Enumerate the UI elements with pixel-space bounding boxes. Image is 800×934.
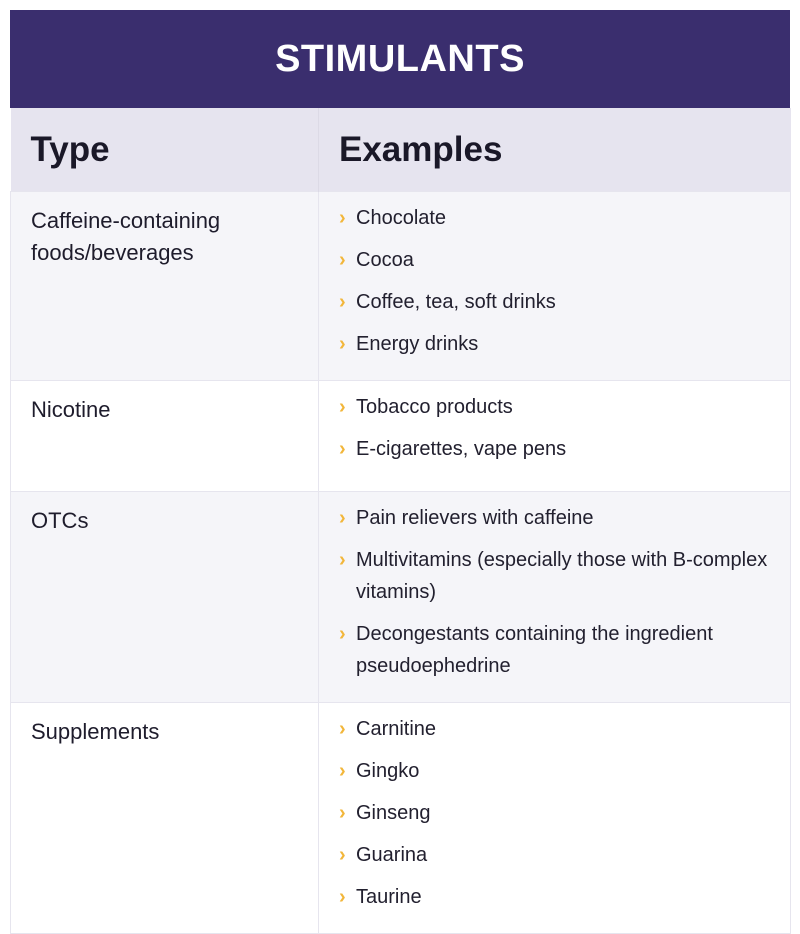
list-item-text: Pain relievers with caffeine (356, 507, 594, 529)
chevron-right-icon: › (339, 249, 346, 271)
list-item-text: Taurine (356, 886, 422, 908)
list-item (339, 202, 770, 234)
list-item (339, 391, 770, 423)
list-item-text: Energy drinks (356, 333, 479, 355)
chevron-right-icon: › (339, 396, 346, 418)
list-item (339, 839, 770, 871)
row-type-cell: Nicotine (11, 381, 319, 492)
row-type-cell: OTCs (11, 492, 319, 703)
chevron-right-icon: › (339, 760, 346, 782)
list-item-text: Decongestants containing the ingredient pseudoephedrine (356, 623, 713, 677)
row-type-cell: Supplements (11, 703, 319, 934)
list-item (339, 286, 770, 318)
table-title: STIMULANTS (10, 10, 790, 108)
list-item-text: Chocolate (356, 207, 447, 229)
chevron-right-icon: › (339, 844, 346, 866)
stimulants-table (10, 108, 791, 934)
list-item (339, 433, 770, 465)
list-item (339, 328, 770, 360)
column-header-examples: Examples (319, 108, 791, 192)
list-item (339, 713, 770, 745)
list-item-text: Guarina (356, 844, 428, 866)
row-examples-cell (319, 381, 791, 492)
chevron-right-icon: › (339, 623, 346, 645)
list-item-text: Ginseng (356, 802, 431, 824)
row-examples-cell (319, 192, 791, 381)
chevron-right-icon: › (339, 333, 346, 355)
chevron-right-icon: › (339, 886, 346, 908)
header-row (11, 108, 791, 192)
list-item-text: Coffee, tea, soft drinks (356, 291, 556, 313)
list-item (339, 502, 770, 534)
chevron-right-icon: › (339, 507, 346, 529)
chevron-right-icon: › (339, 438, 346, 460)
table-row (11, 703, 791, 934)
list-item (339, 797, 770, 829)
examples-list (339, 713, 770, 913)
list-item-text: Tobacco products (356, 396, 513, 418)
chevron-right-icon: › (339, 802, 346, 824)
list-item (339, 544, 770, 608)
chevron-right-icon: › (339, 718, 346, 740)
chevron-right-icon: › (339, 549, 346, 571)
examples-list (339, 202, 770, 360)
list-item (339, 244, 770, 276)
table-row (11, 492, 791, 703)
row-examples-cell (319, 703, 791, 934)
list-item-text: Carnitine (356, 718, 437, 740)
row-examples-cell (319, 492, 791, 703)
list-item-text: E-cigarettes, vape pens (356, 438, 567, 460)
stimulants-table-card (10, 10, 790, 934)
list-item (339, 618, 770, 682)
list-item-text: Cocoa (356, 249, 414, 271)
chevron-right-icon: › (339, 291, 346, 313)
table-row (11, 192, 791, 381)
list-item (339, 881, 770, 913)
list-item-text: Multivitamins (especially those with B-complex vitamins) (356, 549, 768, 603)
examples-list (339, 502, 770, 682)
list-item (339, 755, 770, 787)
examples-list (339, 391, 770, 465)
column-header-type: Type (11, 108, 319, 192)
list-item-text: Gingko (356, 760, 420, 782)
table-row (11, 381, 791, 492)
row-type-cell: Caffeine-containing foods/beverages (11, 192, 319, 381)
chevron-right-icon: › (339, 207, 346, 229)
